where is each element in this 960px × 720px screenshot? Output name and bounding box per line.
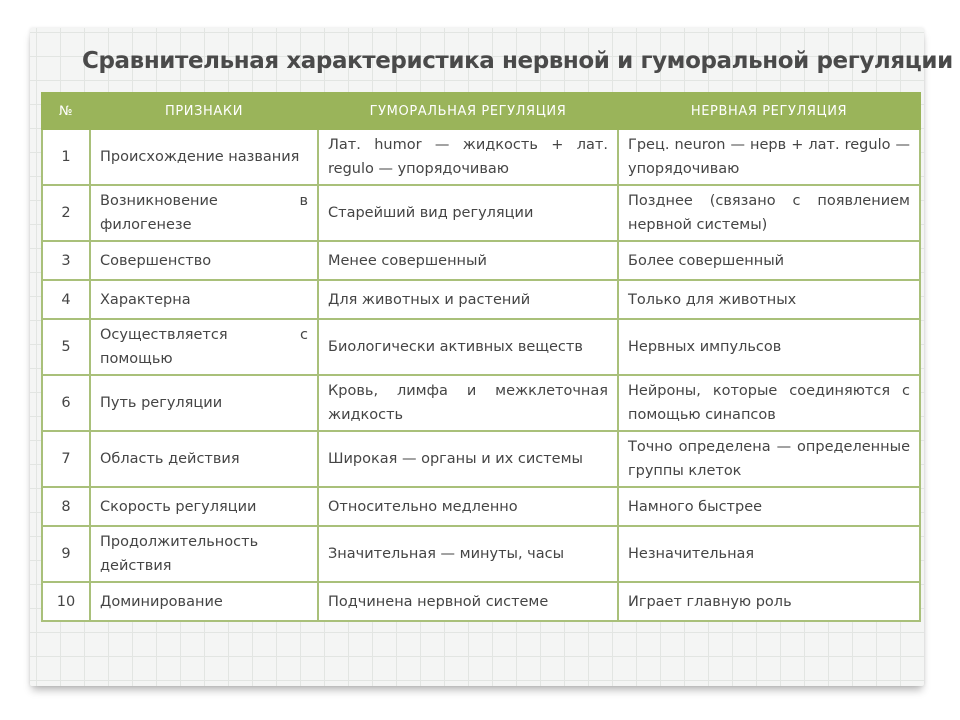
- table-row: [42, 129, 920, 185]
- row-humoral: Менее совершенный: [318, 241, 618, 280]
- row-humoral: Лат. humor — жидкость + лат. regulo — упорядочиваю: [318, 129, 618, 185]
- header-number: №: [42, 93, 90, 129]
- row-humoral: Относительно медленно: [318, 487, 618, 526]
- table-row: [42, 487, 920, 526]
- row-number: 7: [42, 431, 90, 487]
- row-nervous: Нейроны, которые соединяются с помощью синапсов: [618, 375, 920, 431]
- row-nervous: Точно определена — определенные группы клеток: [618, 431, 920, 487]
- table-row: [42, 280, 920, 319]
- row-humoral: Значительная — минуты, часы: [318, 526, 618, 582]
- row-number: 5: [42, 319, 90, 375]
- row-sign: Скорость регуляции: [90, 487, 318, 526]
- row-sign: Происхождение названия: [90, 129, 318, 185]
- table-row: [42, 582, 920, 621]
- row-sign: Продолжительность действия: [90, 526, 318, 582]
- page-title: Сравнительная характеристика нервной и гуморальной регуляции: [82, 48, 953, 74]
- table-row: [42, 431, 920, 487]
- row-humoral: Биологически активных веществ: [318, 319, 618, 375]
- row-nervous: Незначительная: [618, 526, 920, 582]
- row-nervous: Позднее (связано с появлением нервной системы): [618, 185, 920, 241]
- row-number: 3: [42, 241, 90, 280]
- row-sign: Доминирование: [90, 582, 318, 621]
- row-humoral: Для животных и растений: [318, 280, 618, 319]
- row-humoral: Широкая — органы и их системы: [318, 431, 618, 487]
- row-nervous: Более совершенный: [618, 241, 920, 280]
- row-humoral: Кровь, лимфа и межклеточная жидкость: [318, 375, 618, 431]
- row-sign: Путь регуляции: [90, 375, 318, 431]
- row-number: 1: [42, 129, 90, 185]
- row-nervous: Играет главную роль: [618, 582, 920, 621]
- table-row: [42, 319, 920, 375]
- header-nervous: НЕРВНАЯ РЕГУЛЯЦИЯ: [618, 93, 920, 129]
- row-nervous: Намного быстрее: [618, 487, 920, 526]
- row-humoral: Подчинена нервной системе: [318, 582, 618, 621]
- row-sign: Осуществляется с помощью: [90, 319, 318, 375]
- row-sign: Совершенство: [90, 241, 318, 280]
- row-sign: Характерна: [90, 280, 318, 319]
- header-sign: ПРИЗНАКИ: [90, 93, 318, 129]
- table-row: [42, 526, 920, 582]
- table-row: [42, 185, 920, 241]
- slide-sheet: [30, 28, 953, 686]
- table-row: [42, 375, 920, 431]
- row-number: 4: [42, 280, 90, 319]
- row-sign: Область действия: [90, 431, 318, 487]
- row-number: 6: [42, 375, 90, 431]
- row-number: 10: [42, 582, 90, 621]
- row-number: 8: [42, 487, 90, 526]
- row-humoral: Старейший вид регуляции: [318, 185, 618, 241]
- row-sign: Возникновение в филогенезе: [90, 185, 318, 241]
- row-nervous: Нервных импульсов: [618, 319, 920, 375]
- row-number: 2: [42, 185, 90, 241]
- table-row: [42, 241, 920, 280]
- row-nervous: Грец. neuron — нерв + лат. regulo — упорядочиваю: [618, 129, 920, 185]
- row-nervous: Только для животных: [618, 280, 920, 319]
- table-header-row: [42, 93, 920, 129]
- row-number: 9: [42, 526, 90, 582]
- header-humoral: ГУМОРАЛЬНАЯ РЕГУЛЯЦИЯ: [318, 93, 618, 129]
- comparison-table: [41, 92, 921, 622]
